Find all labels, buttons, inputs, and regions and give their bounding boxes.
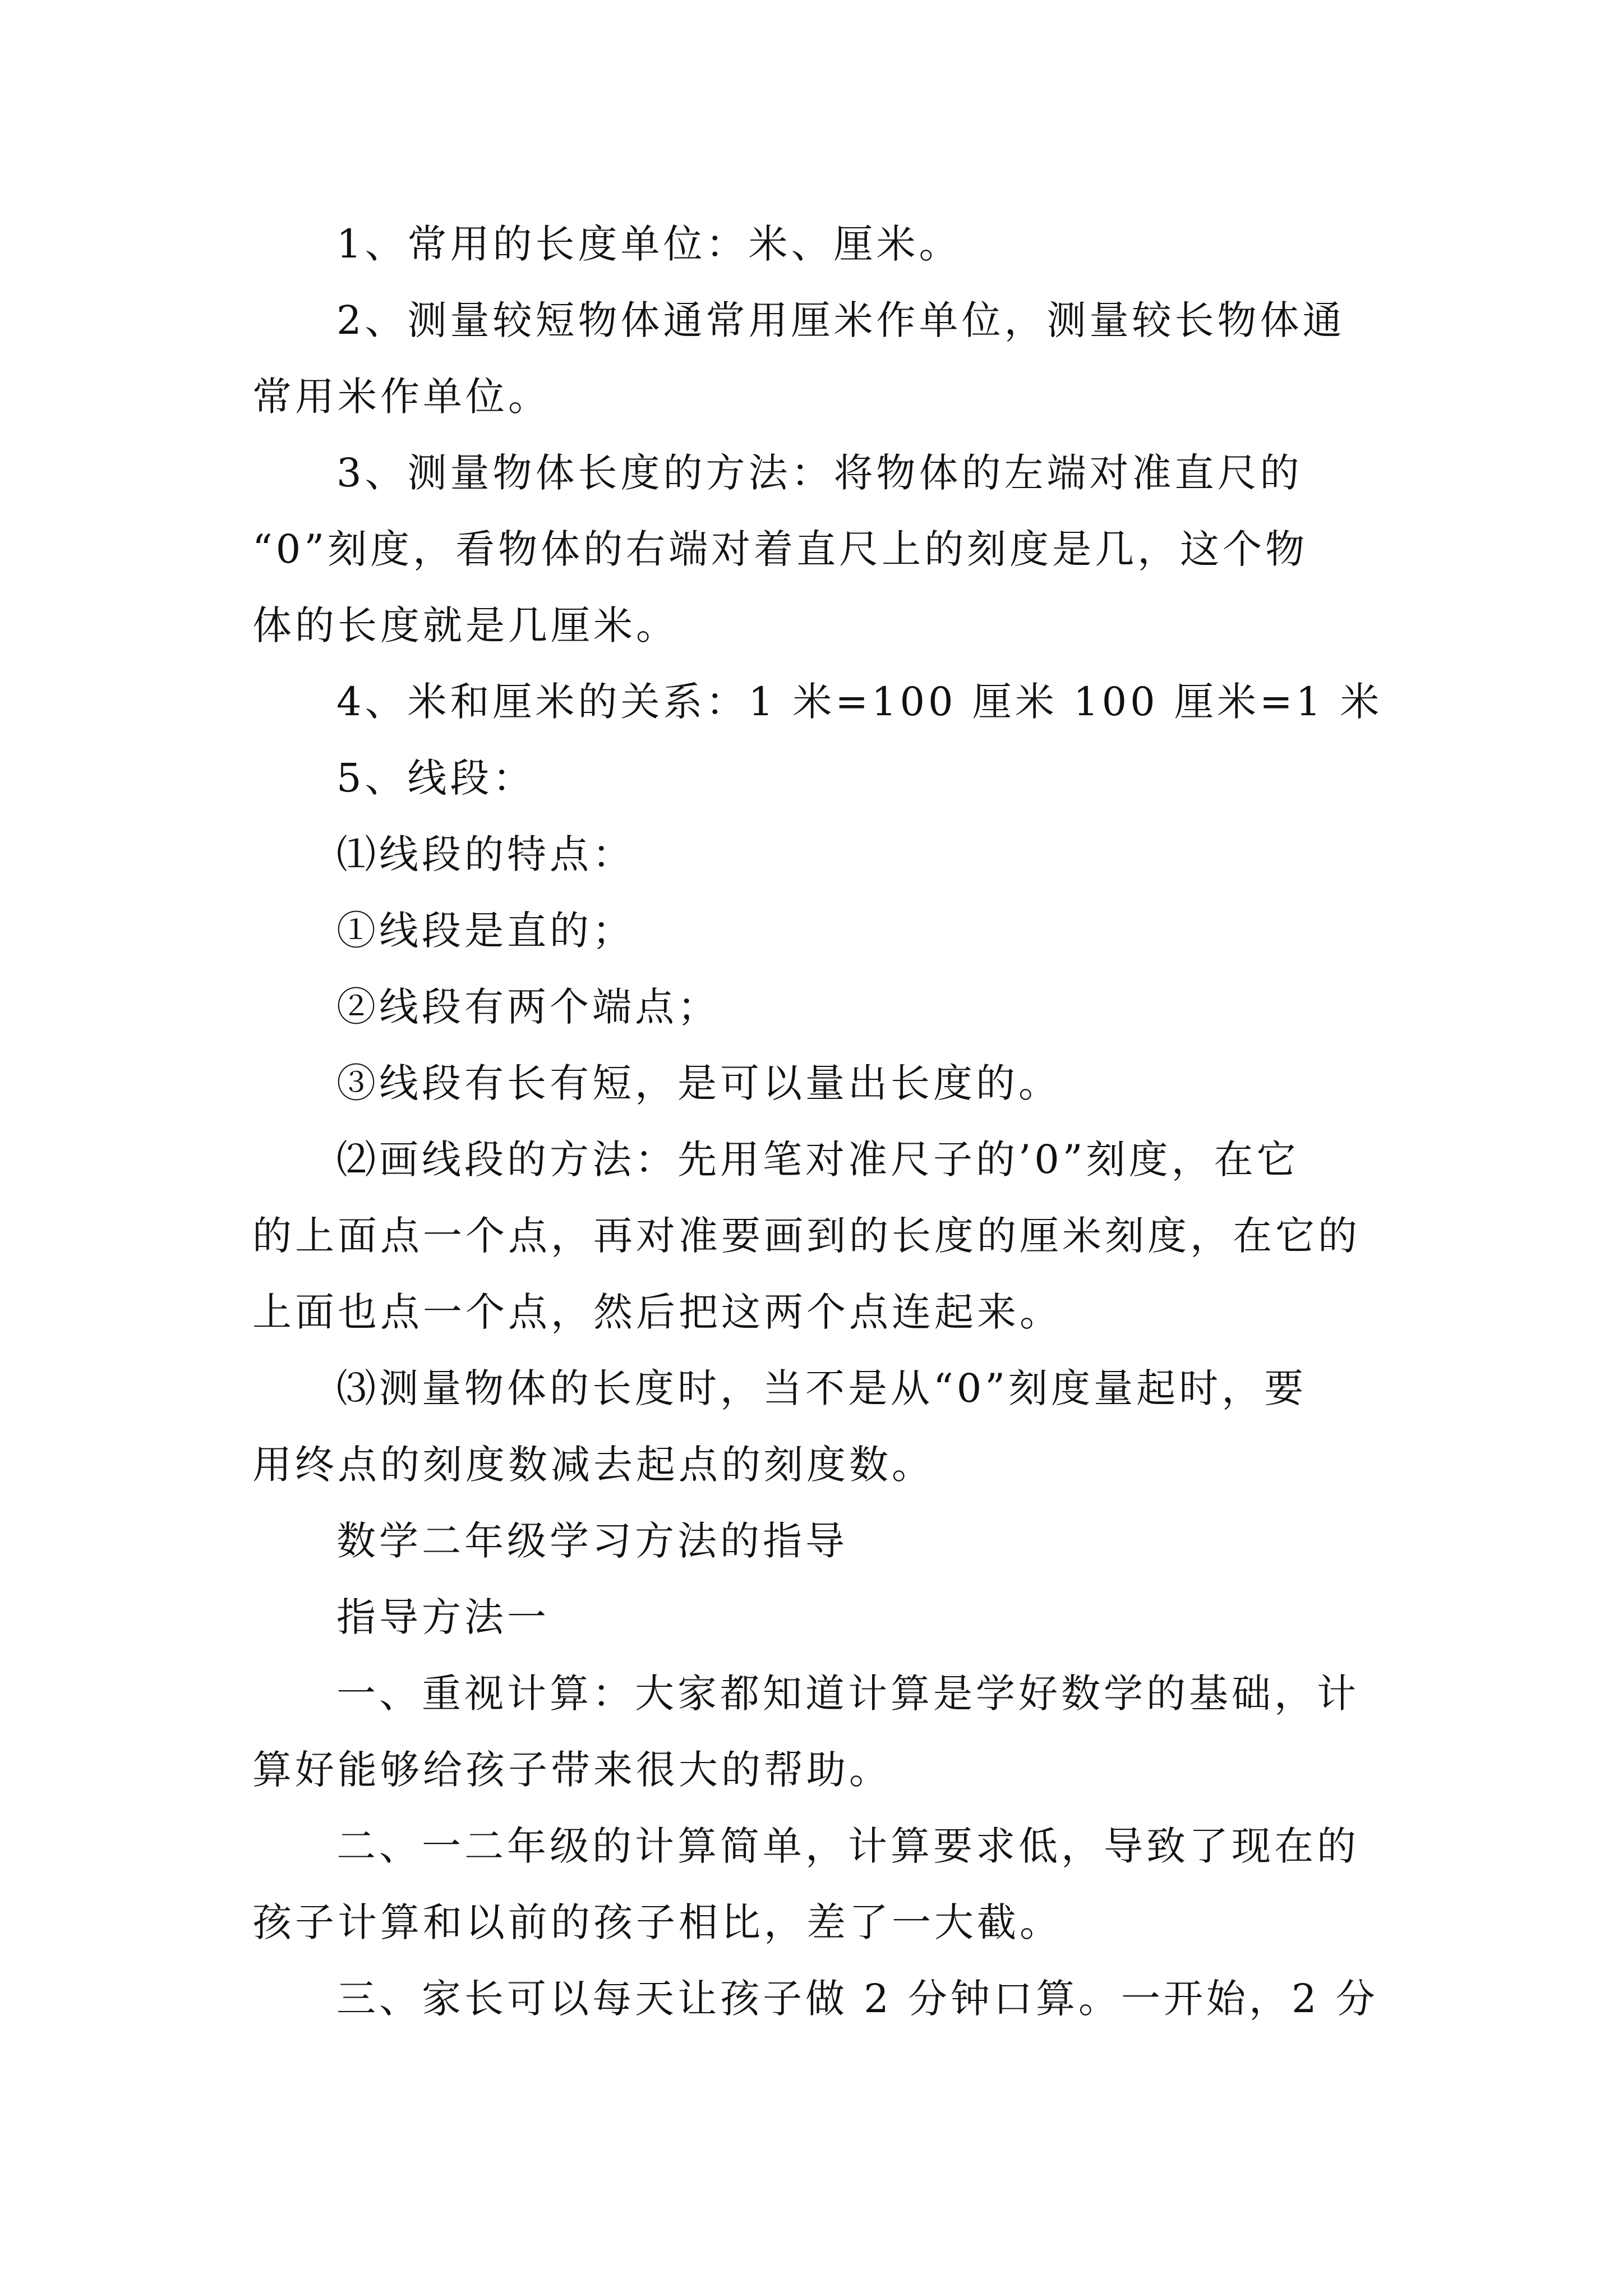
paragraph-line: ①线段是直的； xyxy=(336,908,635,954)
paragraph-line: 4、米和厘米的关系：1 米=100 厘米 100 厘米=1 米 xyxy=(336,679,1383,725)
paragraph-line: 3、测量物体长度的方法：将物体的左端对准直尺的 xyxy=(336,450,1303,496)
paragraph-line: “0”刻度，看物体的右端对着直尺上的刻度是几，这个物 xyxy=(252,526,1308,572)
section-heading: 数学二年级学习方法的指导 xyxy=(336,1518,848,1564)
paragraph-line: ②线段有两个端点； xyxy=(336,984,720,1030)
section-heading: 指导方法一 xyxy=(336,1594,550,1640)
paragraph-line: 用终点的刻度数减去起点的刻度数。 xyxy=(252,1442,934,1488)
paragraph-line: 5、线段： xyxy=(336,755,536,801)
paragraph-line: 1、常用的长度单位：米、厘米。 xyxy=(336,221,962,267)
paragraph-line: ⑴线段的特点： xyxy=(336,831,635,877)
paragraph-line: 2、测量较短物体通常用厘米作单位，测量较长物体通 xyxy=(336,297,1345,343)
paragraph-line: 二、一二年级的计算简单，计算要求低，导致了现在的 xyxy=(336,1823,1359,1869)
paragraph-line: 上面也点一个点，然后把这两个点连起来。 xyxy=(252,1289,1062,1335)
paragraph-line: 算好能够给孩子带来很大的帮助。 xyxy=(252,1747,892,1793)
paragraph-line: 常用米作单位。 xyxy=(252,374,551,420)
paragraph-line: 孩子计算和以前的孩子相比，差了一大截。 xyxy=(252,1899,1062,1945)
paragraph-line: 的上面点一个点，再对准要画到的长度的厘米刻度，在它的 xyxy=(252,1213,1361,1259)
paragraph-line: 体的长度就是几厘米。 xyxy=(252,602,679,648)
paragraph-line: ⑶测量物体的长度时，当不是从“0”刻度量起时，要 xyxy=(336,1365,1307,1411)
paragraph-line: ③线段有长有短，是可以量出长度的。 xyxy=(336,1060,1061,1106)
paragraph-line: 一、重视计算：大家都知道计算是学好数学的基础，计 xyxy=(336,1671,1359,1717)
paragraph-line: 三、家长可以每天让孩子做 2 分钟口算。一开始，2 分 xyxy=(336,1976,1378,2022)
paragraph-line: ⑵画线段的方法：先用笔对准尺子的’0”刻度，在它 xyxy=(336,1137,1299,1182)
